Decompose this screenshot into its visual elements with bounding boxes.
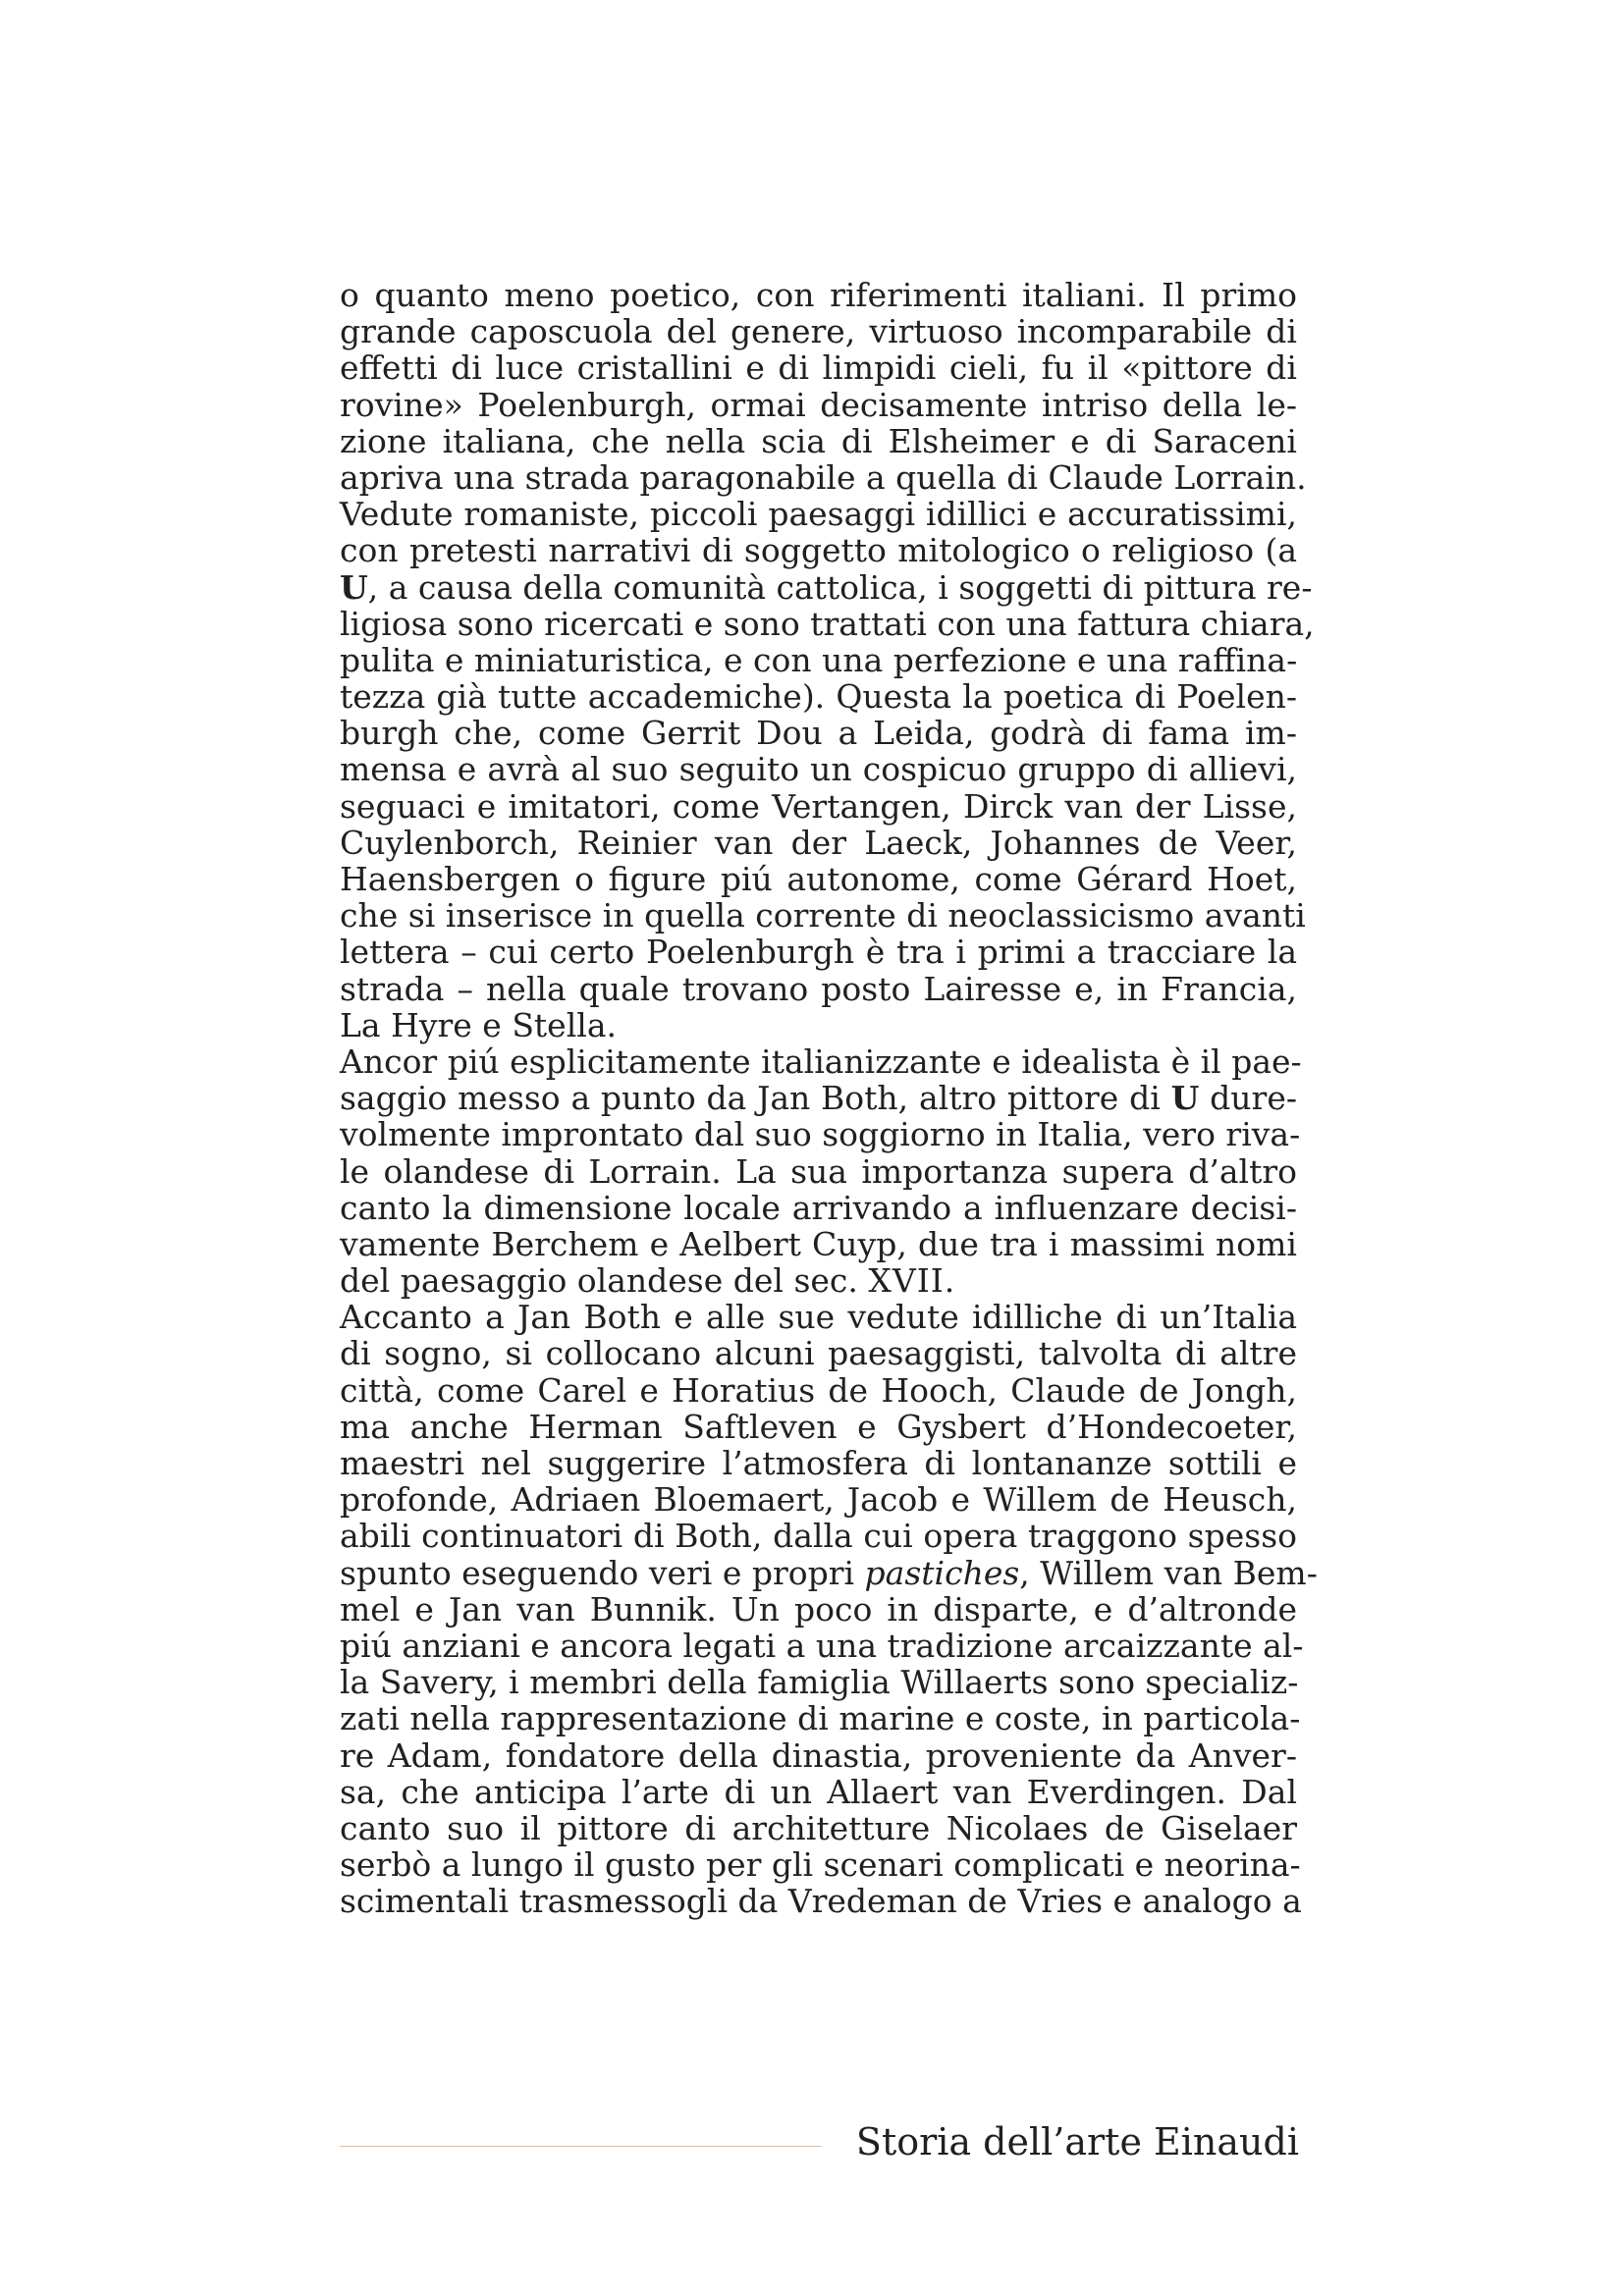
text-line: strada – nella quale trovano posto Lairesse e, in Francia, [340,969,1297,1008]
city-abbrev: U [1170,1079,1200,1118]
text-line: burgh che, come Gerrit Dou a Leida, godrà di fama im- [340,714,1297,753]
text-line: Cuylenborch, Reinier van der Laeck, Johannes de Veer, [340,823,1297,862]
text-line: che si inserisce in quella corrente di neoclassicismo avanti [340,896,1306,935]
text-line: spunto eseguendo veri e propri pastiches, Willem van Bem- [340,1553,1318,1592]
text-line: lettera – cui certo Poelenburgh è tra i primi a tracciare la [340,933,1297,972]
text-line: grande caposcuola del genere, virtuoso incomparabile di [340,312,1297,351]
text-line: zione italiana, che nella scia di Elsheimer e di Saraceni [340,421,1297,460]
italic-term: pastiches [864,1553,1020,1592]
text-line: maestri nel suggerire l’atmosfera di lontananze sottili e [340,1444,1297,1482]
text-line: le olandese di Lorrain. La sua importanza supera d’altro [340,1151,1297,1191]
text-line: profonde, Adriaen Bloemaert, Jacob e Willem de Heusch, [340,1480,1297,1520]
text-line: sa, che anticipa l’arte di un Allaert van Everdingen. Dal [340,1772,1297,1811]
text-line: scimentali trasmessogli da Vredeman de Vries e analogo a [340,1882,1302,1921]
text-line: rovine» Poelenburgh, ormai decisamente intriso della le- [340,385,1297,424]
text-line: abili continuatori di Both, dalla cui opera traggono spesso [340,1517,1297,1556]
text-line: canto suo il pittore di architetture Nicolaes de Giselaer [340,1808,1297,1847]
text-line: volmente improntato dal suo soggiorno in Italia, vero riva- [340,1115,1301,1154]
text-line: apriva una strada paragonabile a quella di Claude Lorrain. [340,457,1307,497]
text-line: con pretesti narrativi di soggetto mitologico o religioso (a [340,531,1297,570]
text-line: Accanto a Jan Both e alle sue vedute idilliche di un’Italia [340,1298,1297,1337]
text-line: saggio messo a punto da Jan Both, altro pittore di U dure- [340,1079,1297,1118]
text-line: re Adam, fondatore della dinastia, proveniente da Anver- [340,1735,1297,1775]
text-line: o quanto meno poetico, con riferimenti italiani. Il primo [340,276,1297,314]
text-line: U, a causa della comunità cattolica, i soggetti di pittura re- [340,567,1313,607]
text-line: mensa e avrà al suo seguito un cospicuo gruppo di allievi, [340,750,1297,789]
body-text [340,276,1318,1921]
text-line: città, come Carel e Horatius de Hooch, Claude de Jongh, [340,1370,1297,1410]
text-line: ligiosa sono ricercati e sono trattati con una fattura chiara, [340,604,1315,643]
text-line: canto la dimensione locale arrivando a influenzare decisi- [340,1188,1297,1227]
text-line: mel e Jan van Bunnik. Un poco in disparte, e d’altronde [340,1589,1297,1629]
text-line: ma anche Herman Saftleven e Gysbert d’Hondecoeter, [340,1407,1297,1446]
text-line: tezza già tutte accademiche). Questa la poetica di Poelen- [340,677,1297,717]
text-line: la Savery, i membri della famiglia Willaerts sono specializ- [340,1663,1299,1702]
city-abbrev: U [340,567,368,607]
text-line: Ancor piú esplicitamente italianizzante e idealista è il pae- [340,1041,1302,1081]
text-line: pulita e miniaturistica, e con una perfezione e una raffina- [340,640,1298,679]
text-line: del paesaggio olandese del sec. XVII. [340,1261,955,1301]
text-line: piú anziani e ancora legati a una tradizione arcaizzante al- [340,1626,1304,1665]
text-line: Haensbergen o figure piú autonome, come Gérard Hoet, [340,860,1297,898]
text-line: La Hyre e Stella. [340,1005,617,1044]
text-line: zati nella rappresentazione di marine e coste, in particola- [340,1699,1301,1738]
text-line: serbò a lungo il gusto per gli scenari complicati e neorina- [340,1845,1301,1885]
footer-title: Storia dell’arte Einaudi [855,2120,1299,2163]
century-numeral: XVII [868,1261,945,1301]
text-line: di sogno, si collocano alcuni paesaggisti, talvolta di altre [340,1334,1297,1373]
text-line: effetti di luce cristallini e di limpidi cieli, fu il «pittore di [340,348,1297,388]
footer-rule [340,2146,821,2147]
text-line: Vedute romaniste, piccoli paesaggi idillici e accuratissimi, [340,495,1297,534]
text-line: vamente Berchem e Aelbert Cuyp, due tra i massimi nomi [340,1224,1297,1263]
text-line: seguaci e imitatori, come Vertangen, Dirck van der Lisse, [340,786,1297,826]
